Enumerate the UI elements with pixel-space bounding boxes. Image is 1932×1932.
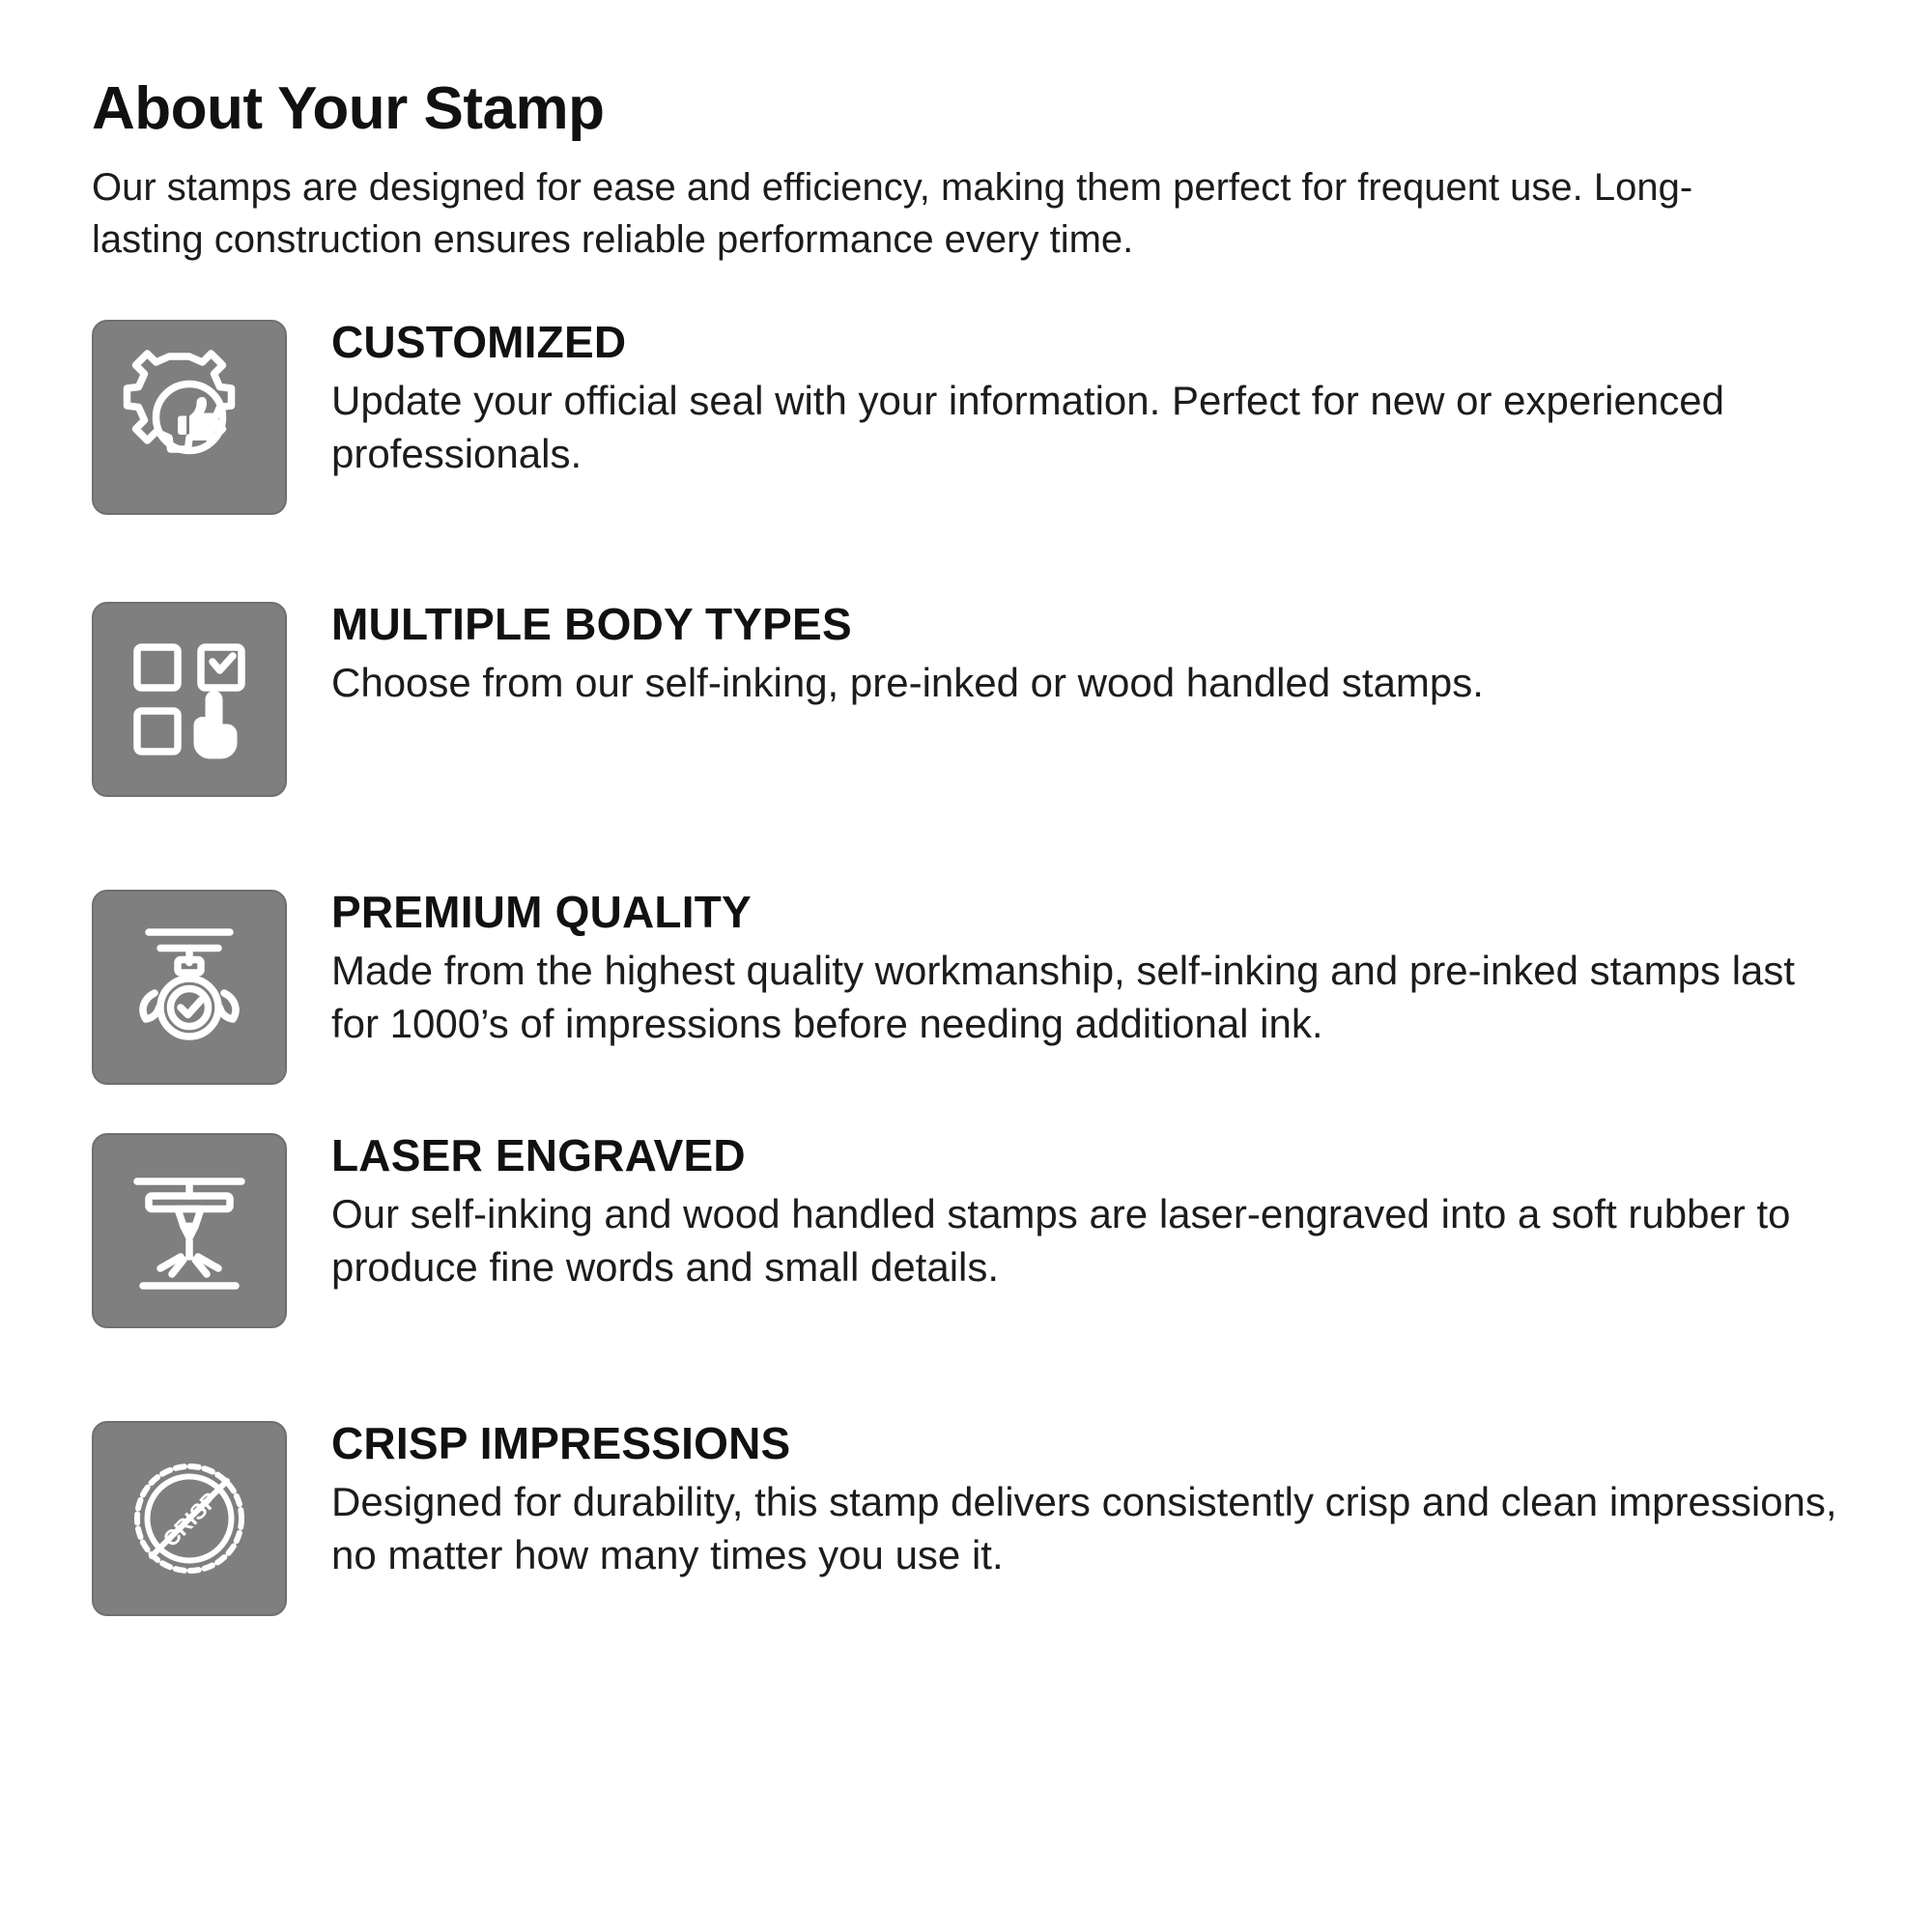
list-item xyxy=(92,598,1840,797)
body-types-grid-hand-icon xyxy=(92,602,287,797)
page-title: About Your Stamp xyxy=(92,75,605,142)
feature-title: PREMIUM QUALITY xyxy=(331,887,752,938)
feature-text xyxy=(331,886,1840,1050)
feature-description: Our self-inking and wood handled stamps are laser-engraved into a soft rubber to produce fine words and small details. xyxy=(331,1190,1791,1291)
quality-badge-check-icon xyxy=(92,890,287,1085)
feature-title: CRISP IMPRESSIONS xyxy=(331,1418,791,1469)
gear-thumbs-up-icon xyxy=(92,320,287,515)
feature-description: Designed for durability, this stamp delivers consistently crisp and clean impressions, no matter how many times you use it. xyxy=(331,1478,1837,1578)
feature-text xyxy=(331,316,1840,480)
feature-title: LASER ENGRAVED xyxy=(331,1130,746,1181)
feature-text xyxy=(331,1129,1840,1293)
feature-title: CUSTOMIZED xyxy=(331,317,627,368)
feature-title: MULTIPLE BODY TYPES xyxy=(331,599,852,650)
list-item xyxy=(92,886,1840,1085)
list-item xyxy=(92,316,1840,515)
crisp-stamp-seal-icon xyxy=(92,1421,287,1616)
feature-description: Made from the highest quality workmanship, self-inking and pre-inked stamps last for 1000’s of impressions before needing additional ink. xyxy=(331,947,1796,1047)
svg-text:CRISP: CRISP xyxy=(157,1488,223,1552)
feature-list xyxy=(92,316,1840,1616)
laser-engraver-icon xyxy=(92,1133,287,1328)
list-item xyxy=(92,1417,1840,1616)
feature-description: Update your official seal with your information. Perfect for new or experienced professionals. xyxy=(331,377,1724,477)
page-intro-text: Our stamps are designed for ease and efficiency, making them perfect for frequent use. Long-lasting construction ensures reliable performance every time. xyxy=(92,166,1693,262)
list-item xyxy=(92,1129,1840,1328)
feature-text xyxy=(331,598,1840,709)
feature-text xyxy=(331,1417,1840,1581)
feature-description: Choose from our self-inking, pre-inked or wood handled stamps. xyxy=(331,659,1484,705)
